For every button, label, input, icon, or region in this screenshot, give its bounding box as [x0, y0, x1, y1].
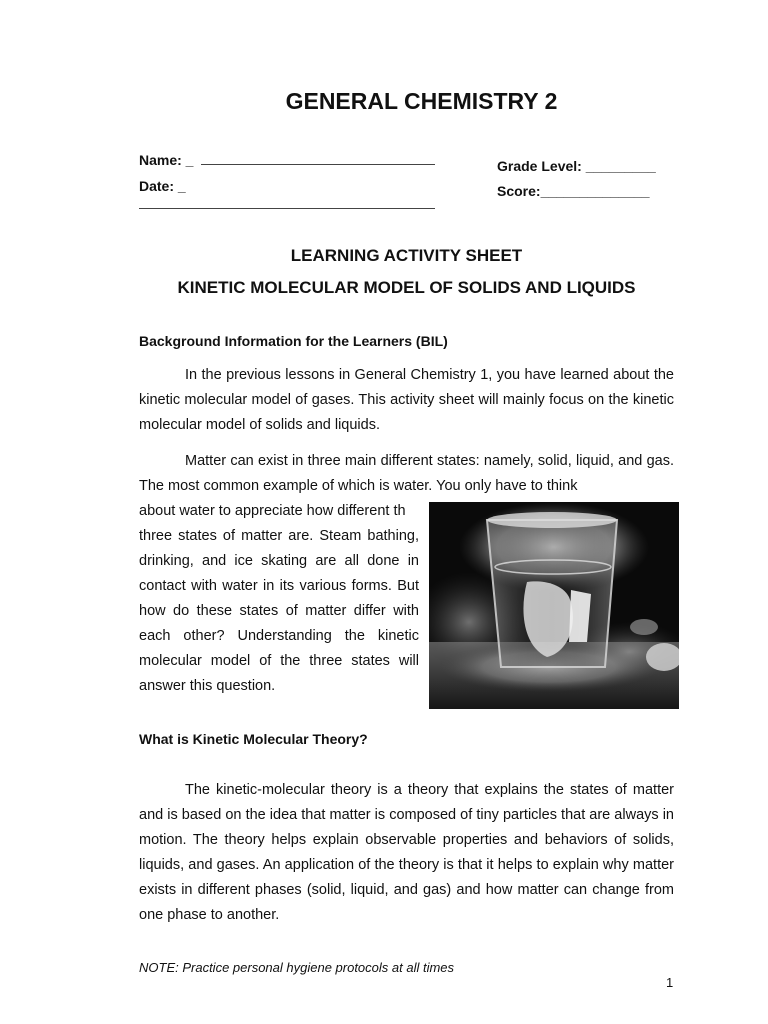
sheet-heading: LEARNING ACTIVITY SHEET — [290, 246, 523, 265]
grade-level-label: Grade Level: _________ — [497, 158, 656, 174]
score-label: Score:______________ — [497, 183, 650, 199]
name-field-line[interactable] — [201, 164, 435, 165]
bil-paragraph-2: Matter can exist in three main different states: namely, solid, liquid, and gas. The most common example of which is water. You only have to think — [139, 453, 674, 494]
glass-illustration — [429, 502, 679, 709]
glass-with-ice-photo — [429, 502, 679, 709]
date-label: Date: _ — [139, 178, 186, 194]
page-number: 1 — [666, 975, 674, 990]
bil-paragraph-2-wrap: three states of matter are. Steam bathing, drinking, and ice skating are all done in contact with water in its various forms. But how do these states of matter differ with each other? Understanding the kinetic molecular model of the three states will answer this question. — [139, 528, 419, 694]
name-label: Name: _ — [139, 152, 194, 168]
document-title: GENERAL CHEMISTRY 2 — [285, 88, 558, 114]
kmt-paragraph: The kinetic-molecular theory is a theory that explains the states of matter and is based on the idea that matter is composed of tiny particles that are always in motion. The theory helps explain observable properties and behaviors of solids, liquids, and gases. An application of the theory is that it helps to explain why matter exists in different phases (solid, liquid, and gas) and how matter can change from one phase to another. — [139, 782, 674, 923]
bil-heading: Background Information for the Learners (BIL) — [139, 333, 448, 349]
bil-paragraph-1: In the previous lessons in General Chemistry 1, you have learned about the kinetic molecular model of gases. This activity sheet will mainly focus on the kinetic molecular model of solids and liquids. — [139, 367, 674, 433]
footer-note: NOTE: Practice personal hygiene protocols at all times — [139, 960, 455, 975]
kmt-heading: What is Kinetic Molecular Theory? — [139, 731, 368, 747]
bil-paragraph-2-line: about water to appreciate how different th — [139, 503, 406, 519]
date-field-line[interactable] — [139, 208, 435, 209]
sheet-subheading: KINETIC MOLECULAR MODEL OF SOLIDS AND LIQUIDS — [177, 278, 636, 297]
